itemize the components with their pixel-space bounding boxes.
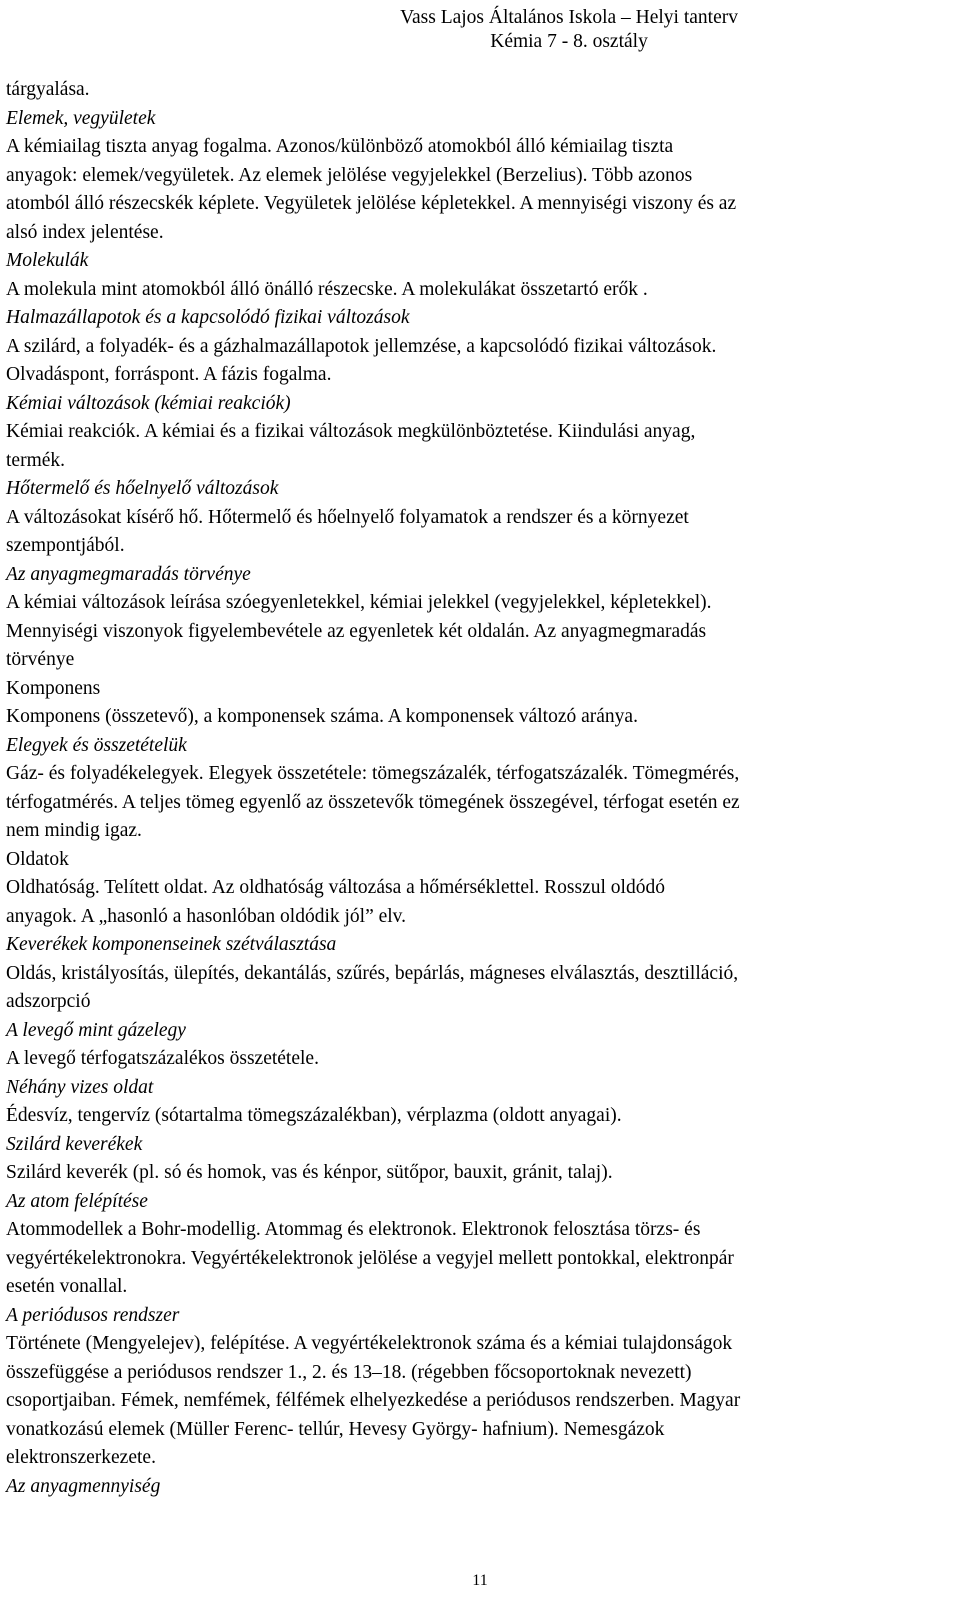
section-heading: Elemek, vegyületek: [6, 107, 156, 129]
body-text-line: A kémiai változások leírása szóegyenletekkel, kémiai jelekkel (vegyjelekkel, képletekkel).: [6, 592, 712, 613]
body-text-line: térfogatmérés. A teljes tömeg egyenlő az összetevők tömegének összegével, térfogat esetén ez: [6, 791, 740, 813]
body-text-line: anyagok: elemek/vegyületek. Az elemek jelölése vegyjelekkel (Berzelius). Több azonos: [6, 164, 693, 186]
body-text-line: A kémiailag tiszta anyag fogalma. Azonos/különböző atomokból álló kémiailag tiszta: [6, 136, 674, 157]
body-text-line: adszorpció: [6, 991, 91, 1012]
body-text-line: csoportjaiban. Fémek, nemfémek, félfémek elhelyezkedése a periódusos rendszerben. Magyar: [6, 1390, 741, 1411]
body-text-line: Kémiai reakciók. A kémiai és a fizikai változások megkülönböztetése. Kiindulási anyag,: [6, 421, 696, 442]
header-subject: Kémia 7 - 8. osztály: [490, 31, 648, 52]
body-text-line: vonatkozású elemek (Müller Ferenc- tellúr, Hevesy György- hafnium). Nemesgázok: [6, 1418, 665, 1440]
header-school-title: Vass Lajos Általános Iskola – Helyi tanterv: [400, 7, 738, 28]
body-text-line: összefüggése a periódusos rendszer 1., 2. és 13–18. (régebben főcsoportoknak nevezett): [6, 1361, 692, 1383]
body-text-line: alsó index jelentése.: [6, 221, 164, 243]
body-text-line: tárgyalása.: [6, 79, 90, 100]
body-text-line: Komponens (összetevő), a komponensek száma. A komponensek változó aránya.: [6, 706, 638, 727]
body-text-line: A levegő térfogatszázalékos összetétele.: [6, 1048, 319, 1069]
section-heading: Keverékek komponenseinek szétválasztása: [6, 934, 337, 955]
section-heading: Hőtermelő és hőelnyelő változások: [6, 478, 279, 499]
body-text-line: A szilárd, a folyadék- és a gázhalmazállapotok jellemzése, a kapcsolódó fizikai változások.: [6, 335, 717, 357]
body-text-line: Oldatok: [6, 848, 69, 870]
body-text-line: nem mindig igaz.: [6, 820, 142, 841]
section-heading: Az anyagmegmaradás törvénye: [6, 563, 251, 585]
body-text-line: törvénye: [6, 649, 75, 670]
section-heading: A periódusos rendszer: [6, 1304, 180, 1326]
page-header: [400, 6, 738, 54]
section-heading: Halmazállapotok és a kapcsolódó fizikai változások: [6, 307, 410, 328]
body-text-line: esetén vonallal.: [6, 1276, 128, 1297]
body-text-line: Oldás, kristályosítás, ülepítés, dekantálás, szűrés, bepárlás, mágneses elválasztás, desztilláció,: [6, 962, 739, 984]
body-text-line: vegyértékelektronokra. Vegyértékelektronok jelölése a vegyjel mellett pontokkal, elektronpár: [6, 1247, 734, 1269]
section-heading: Szilárd keverékek: [6, 1133, 143, 1155]
section-heading: Az anyagmennyiség: [6, 1475, 161, 1497]
body-text-line: Története (Mengyelejev), felépítése. A vegyértékelektronok száma és a kémiai tulajdonságok: [6, 1333, 733, 1354]
body-text-line: Atommodellek a Bohr-modellig. Atommag és elektronok. Elektronok felosztása törzs- és: [6, 1219, 701, 1240]
body-text-line: termék.: [6, 449, 66, 471]
body-text-line: A molekula mint atomokból álló önálló részecske. A molekulákat összetartó erők .: [6, 278, 648, 300]
body-text-line: anyagok. A „hasonló a hasonlóban oldódik jól” elv.: [6, 905, 407, 927]
page-number: 11: [472, 1572, 488, 1589]
section-heading: A levegő mint gázelegy: [6, 1019, 186, 1041]
document-body: [6, 76, 946, 1501]
body-text-line: elektronszerkezete.: [6, 1447, 156, 1468]
body-text-line: Édesvíz, tengervíz (sótartalma tömegszázalékban), vérplazma (oldott anyagai).: [6, 1105, 622, 1126]
body-text-line: Gáz- és folyadékelegyek. Elegyek összetétele: tömegszázalék, térfogatszázalék. Tömegmérés,: [6, 763, 740, 784]
section-heading: Elegyek és összetételük: [6, 734, 187, 756]
body-text-line: atomból álló részecskék képlete. Vegyületek jelölése képletekkel. A mennyiségi viszony és az: [6, 193, 737, 214]
body-text-line: szempontjából.: [6, 535, 125, 556]
body-text-line: Komponens: [6, 677, 101, 699]
section-heading: Kémiai változások (kémiai reakciók): [6, 392, 291, 414]
section-heading: Molekulák: [6, 250, 89, 271]
section-heading: Az atom felépítése: [6, 1190, 148, 1212]
body-text-line: Oldhatóság. Telített oldat. Az oldhatóság változása a hőmérséklettel. Rosszul oldódó: [6, 877, 665, 898]
body-text-line: Szilárd keverék (pl. só és homok, vas és kénpor, sütőpor, bauxit, gránit, talaj).: [6, 1162, 613, 1183]
body-text-line: Mennyiségi viszonyok figyelembevétele az egyenletek két oldalán. Az anyagmegmaradás: [6, 620, 707, 642]
section-heading: Néhány vizes oldat: [6, 1076, 154, 1098]
body-text-line: Olvadáspont, forráspont. A fázis fogalma.: [6, 364, 332, 385]
body-text-line: A változásokat kísérő hő. Hőtermelő és hőelnyelő folyamatok a rendszer és a környezet: [6, 506, 689, 528]
